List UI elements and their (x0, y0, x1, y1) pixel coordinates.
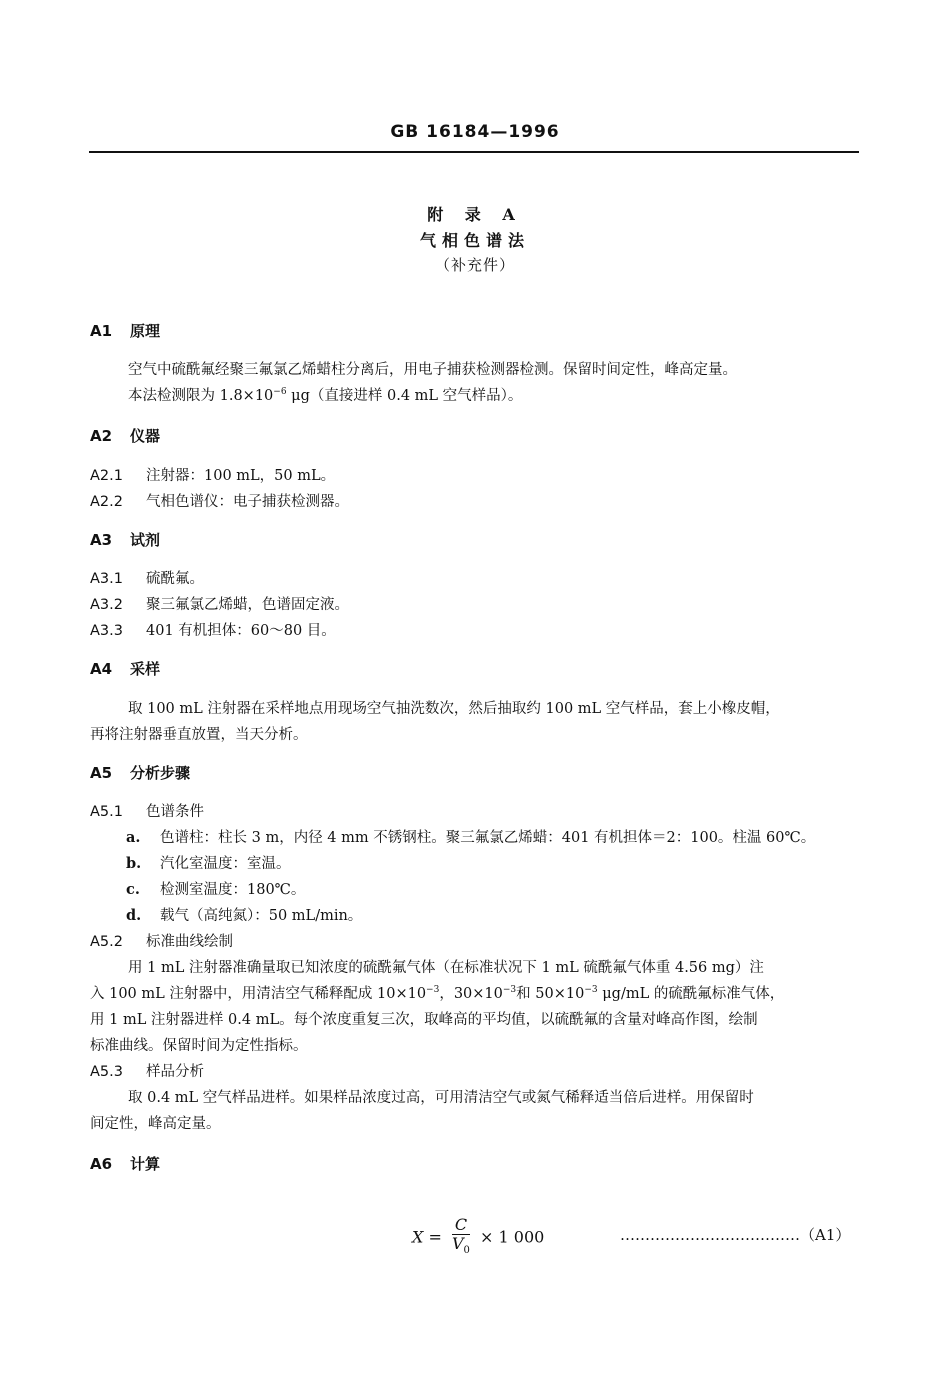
detection-limit-text: 本法检测限为 1.8×10 (128, 388, 274, 404)
formula-a1 (412, 1216, 544, 1256)
list-item (126, 878, 305, 899)
denominator-symbol: V (451, 1234, 464, 1253)
item-text: 注射器：100 mL，50 mL。 (146, 468, 336, 484)
a1-paragraph-2 (128, 384, 522, 405)
item-text: 检测室温度：180℃。 (160, 882, 306, 898)
section-title: 原理 (130, 322, 161, 340)
list-item (90, 593, 349, 614)
section-title: 采样 (130, 660, 161, 678)
exponent: −3 (426, 985, 440, 996)
text-run: ，30×10 (439, 986, 503, 1002)
exponent: −3 (584, 985, 598, 996)
section-a2-heading (90, 425, 160, 446)
subsection-number: A5.3 (90, 1064, 123, 1080)
section-a4-heading (90, 658, 160, 679)
equation-label: （A1） (800, 1226, 851, 1244)
subsection-a5-1-heading (90, 800, 204, 821)
appendix-note: （补充件） (434, 256, 515, 274)
detection-limit-tail: μg（直接进样 0.4 mL 空气样品）。 (286, 388, 523, 404)
exponent: −3 (502, 985, 517, 996)
list-item (90, 567, 204, 588)
fraction-numerator: C (452, 1216, 470, 1235)
subsection-title: 样品分析 (146, 1064, 204, 1080)
item-label: b. (126, 855, 142, 872)
a4-paragraph-line-1: 取 100 mL 注射器在采样地点用现场空气抽洗数次，然后抽取约 100 mL 空气样品，套上小橡皮帽， (128, 701, 780, 717)
a5-2-line-1: 用 1 mL 注射器准确量取已知浓度的硫酰氟气体（在标准状况下 1 mL 硫酰氟气体重 4.56 mg）注 (128, 960, 764, 976)
text-run: μg/mL 的硫酰氟标准气体， (597, 986, 785, 1002)
subsection-number: A5.1 (90, 804, 123, 820)
section-a1-heading (90, 320, 160, 341)
dot-leader: ……………………………… (620, 1226, 800, 1244)
section-number: A2 (90, 427, 113, 445)
denominator-subscript: 0 (463, 1245, 470, 1257)
section-a6-heading (90, 1153, 160, 1174)
formula-equals: = (428, 1227, 442, 1247)
a5-2-line-3: 用 1 mL 注射器进样 0.4 mL。每个浓度重复三次，取峰高的平均值，以硫酰氟的含量对峰高作图，绘制 (90, 1012, 758, 1028)
list-item (126, 852, 291, 873)
standard-number: GB 16184—1996 (390, 122, 560, 142)
a1-paragraph-1: 空气中硫酰氟经聚三氟氯乙烯蜡柱分离后，用电子捕获检测器检测。保留时间定性，峰高定量。 (128, 362, 737, 378)
fraction-denominator (452, 1235, 470, 1260)
item-text: 载气（高纯氮）：50 mL/min。 (160, 908, 363, 924)
list-item (90, 464, 335, 485)
formula-multiplier: × 1 000 (480, 1227, 545, 1247)
subsection-number: A5.2 (90, 934, 123, 950)
section-a5-heading (90, 762, 190, 783)
section-title: 计算 (130, 1155, 161, 1173)
text-run: 入 100 mL 注射器中，用清洁空气稀释配成 10×10 (90, 986, 427, 1002)
section-title: 分析步骤 (130, 764, 191, 782)
item-text: 聚三氟氯乙烯蜡，色谱固定液。 (146, 597, 349, 613)
section-number: A1 (90, 322, 113, 340)
a5-3-line-1: 取 0.4 mL 空气样品进样。如果样品浓度过高，可用清洁空气或氮气稀释适当倍后进样。用保留时 (128, 1090, 754, 1106)
section-number: A6 (90, 1155, 113, 1173)
subsection-title: 标准曲线绘制 (146, 934, 233, 950)
formula-fraction (452, 1216, 470, 1260)
list-item (126, 826, 815, 847)
a5-3-line-2: 间定性，峰高定量。 (90, 1116, 221, 1132)
exponent: −6 (273, 387, 287, 398)
a4-paragraph-line-2: 再将注射器垂直放置，当天分析。 (90, 727, 308, 743)
item-text: 气相色谱仪：电子捕获检测器。 (146, 494, 349, 510)
section-number: A3 (90, 531, 113, 549)
subsection-title: 色谱条件 (146, 804, 204, 820)
item-label: d. (126, 907, 142, 924)
subsection-a5-2-heading (90, 930, 233, 951)
item-label: c. (126, 881, 140, 898)
item-text: 汽化室温度：室温。 (160, 856, 291, 872)
text-run: 和 50×10 (516, 986, 585, 1002)
item-label: a. (126, 829, 141, 846)
appendix-title: 附 录 A (427, 205, 523, 224)
appendix-subtitle: 气相色谱法 (419, 231, 530, 250)
item-text: 硫酰氟。 (146, 571, 204, 587)
section-number: A5 (90, 764, 113, 782)
item-number: A3.3 (90, 623, 123, 639)
item-text: 401 有机担体：60～80 目。 (146, 623, 336, 639)
section-a3-heading (90, 529, 160, 550)
item-number: A2.1 (90, 468, 123, 484)
list-item (90, 619, 336, 640)
equation-number (620, 1224, 850, 1245)
item-number: A2.2 (90, 494, 123, 510)
item-text: 色谱柱：柱长 3 m，内径 4 mm 不锈钢柱。聚三氟氯乙烯蜡：401 有机担体＝2：100。柱温 60℃。 (160, 830, 816, 846)
list-item (90, 490, 349, 511)
list-item (126, 904, 362, 925)
section-title: 仪器 (130, 427, 161, 445)
section-number: A4 (90, 660, 113, 678)
item-number: A3.1 (90, 571, 123, 587)
formula-lhs: X (412, 1227, 424, 1247)
subsection-a5-3-heading (90, 1060, 204, 1081)
header-rule (89, 151, 859, 153)
a5-2-line-4: 标准曲线。保留时间为定性指标。 (90, 1038, 308, 1054)
section-title: 试剂 (130, 531, 161, 549)
item-number: A3.2 (90, 597, 123, 613)
a5-2-line-2 (90, 982, 784, 1003)
